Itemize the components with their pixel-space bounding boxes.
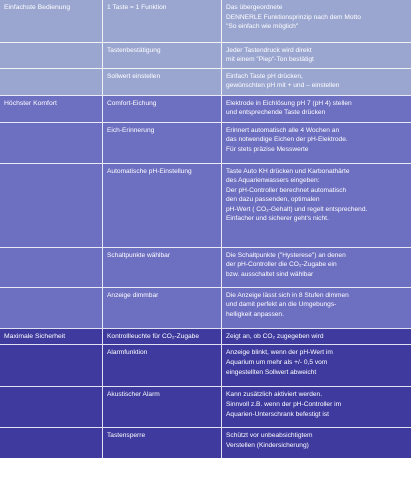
- description-line: das notwendige Eichen der pH-Elektrode.: [226, 136, 348, 144]
- feature-description: [222, 122, 411, 163]
- description-line: "So einfach wie möglich": [226, 23, 299, 31]
- feature-description: [222, 287, 411, 328]
- table-row: [0, 387, 411, 428]
- section-cell-empty: [0, 247, 103, 287]
- feature-name: 1 Taste = 1 Funktion: [103, 0, 222, 42]
- description-line: und damit perfekt an die Umgebungs-: [226, 301, 337, 309]
- section-cell-empty: [0, 42, 103, 68]
- section-title: Höchster Komfort: [0, 95, 103, 122]
- description-line: eingestellten Sollwert abweicht: [226, 368, 317, 376]
- feature-name: Alarmfunktion: [103, 345, 222, 387]
- table-row: [0, 95, 411, 122]
- table-row: [0, 163, 411, 247]
- table-row: [0, 42, 411, 68]
- description-line: Der pH-Controller berechnet automatisch: [226, 186, 347, 194]
- feature-name: Tastenbestätigung: [103, 42, 222, 68]
- description-line: Das übergeordnete: [226, 4, 283, 11]
- description-line: Aquarium um mehr als +/- 0,5 vom: [226, 358, 328, 366]
- description-line: Kann zusätzlich aktiviert werden.: [226, 391, 323, 399]
- description-line: Jeder Tastendruck wird direkt: [226, 46, 312, 54]
- section-cell-empty: [0, 387, 103, 428]
- description-line: bzw. ausschaltet sind wählbar: [226, 270, 314, 278]
- table-row: [0, 68, 411, 95]
- feature-description: [222, 328, 411, 345]
- feature-name: Schaltpunkte wählbar: [103, 247, 222, 287]
- table-row: [0, 428, 411, 458]
- feature-description: [222, 163, 411, 247]
- description-line: den dazu passenden, optimalen: [226, 196, 320, 204]
- feature-description: [222, 95, 411, 122]
- feature-name: Automatische pH-Einstellung: [103, 163, 222, 247]
- section-cell-empty: [0, 287, 103, 328]
- description-line: Elektrode in Eichlösung pH 7 (pH 4) stellen: [226, 99, 352, 107]
- feature-name: Sollwert einstellen: [103, 68, 222, 95]
- table-row: [0, 287, 411, 328]
- description-line: des Aquarienwassers eingeben:: [226, 177, 320, 185]
- description-line: Erinnert automatisch alle 4 Wochen an: [226, 126, 340, 134]
- description-line: Einfach Taste pH drücken,: [226, 72, 303, 80]
- section-cell-empty: [0, 68, 103, 95]
- table-row: [0, 345, 411, 387]
- description-line: Die Anzeige lässt sich in 8 Stufen dimmen: [226, 291, 349, 299]
- feature-name: Anzeige dimmbar: [103, 287, 222, 328]
- description-line: Taste Auto KH drücken und Karbonathärte: [226, 167, 350, 175]
- feature-name: Eich-Erinnerung: [103, 122, 222, 163]
- feature-name: Akustischer Alarm: [103, 387, 222, 428]
- table-row: [0, 328, 411, 345]
- feature-description: [222, 387, 411, 428]
- feature-description: [222, 247, 411, 287]
- section-cell-empty: [0, 163, 103, 247]
- description-line: pH-Wert ( CO₂-Gehalt) und regelt entsprechend.: [226, 205, 368, 213]
- table-row: [0, 0, 411, 42]
- section-cell-empty: [0, 345, 103, 387]
- feature-name: Kontrollleuchte für CO₂-Zugabe: [103, 328, 222, 345]
- description-line: Für stets präzise Messwerte: [226, 145, 309, 153]
- section-cell-empty: [0, 122, 103, 163]
- table-row: [0, 247, 411, 287]
- description-line: gewünschten pH mit + und – einstellen: [226, 82, 340, 90]
- section-cell-empty: [0, 428, 103, 458]
- description-line: und entsprechende Taste drücken: [226, 109, 326, 117]
- feature-description: [222, 345, 411, 387]
- description-line: Anzeige blinkt, wenn der pH-Wert im: [226, 349, 333, 357]
- feature-name: Tastensperre: [103, 428, 222, 458]
- description-line: Aquarien-Unterschrank befestigt ist: [226, 410, 329, 418]
- feature-description: [222, 0, 411, 42]
- description-line: der pH-Controller die CO₂-Zugabe ein: [226, 261, 337, 269]
- feature-description: [222, 428, 411, 458]
- description-line: Sinnvoll z.B. wenn der pH-Controller im: [226, 400, 342, 408]
- description-line: mit einem "Piep"-Ton bestätigt: [226, 56, 314, 64]
- description-line: DENNERLE Funktionsprinzip nach dem Motto: [226, 13, 361, 21]
- description-line: Schützt vor unbeabsichtigtem: [226, 432, 313, 440]
- feature-description: [222, 68, 411, 95]
- description-line: Verstellen (Kindersicherung): [226, 441, 309, 449]
- table-row: [0, 122, 411, 163]
- feature-name: Comfort-Eichung: [103, 95, 222, 122]
- description-line: Einfacher und sicherer geht's nicht.: [226, 215, 329, 223]
- feature-description: [222, 42, 411, 68]
- section-title: Einfachste Bedienung: [0, 0, 103, 42]
- description-line: helligkeit anpassen.: [226, 310, 284, 318]
- description-line: Zeigt an, ob CO₂ zugegeben wird: [226, 332, 324, 340]
- description-line: Die Schaltpunkte ("Hysterese") an denen: [226, 251, 346, 259]
- section-title: Maximale Sicherheit: [0, 328, 103, 345]
